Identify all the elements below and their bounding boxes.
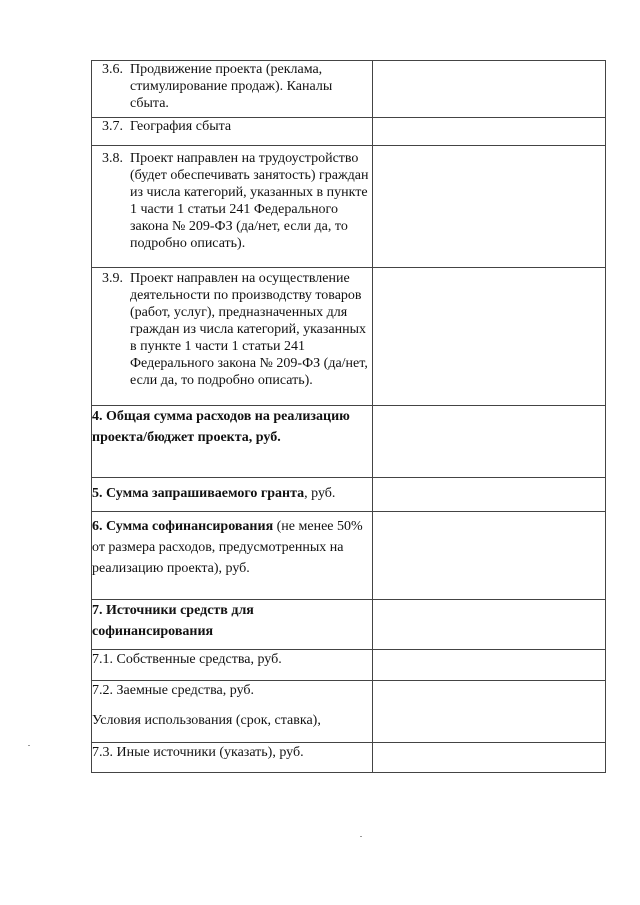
item-3-8	[92, 150, 372, 252]
answer-cell[interactable]	[373, 600, 606, 650]
label-cell	[92, 118, 373, 146]
item-text: География сбыта	[130, 119, 232, 134]
item-number: 3.7.	[102, 119, 123, 134]
row-7	[92, 600, 606, 650]
section-6-title: 6. Сумма софинансирования	[92, 519, 274, 534]
section-4-label: 4. Общая сумма расходов на реализацию проекта/бюджет проекта, руб.	[92, 406, 373, 478]
item-3-9	[92, 270, 372, 389]
item-7-1-label: 7.1. Собственные средства, руб.	[92, 650, 373, 681]
answer-cell[interactable]	[373, 743, 606, 773]
answer-cell[interactable]	[373, 478, 606, 512]
item-7-2-line1: 7.2. Заемные средства, руб.	[92, 683, 255, 698]
item-number: 3.6.	[102, 62, 123, 77]
answer-cell[interactable]	[373, 118, 606, 146]
section-6-note: (не менее 50% от размера расходов, предусмотренных на реализацию проекта), руб.	[92, 519, 363, 576]
section-7-label: 7. Источники средств для софинансирования	[92, 600, 373, 650]
row-4	[92, 406, 606, 478]
row-3-7	[92, 118, 606, 146]
item-7-2-line2: Условия использования (срок, ставка),	[92, 713, 321, 728]
answer-cell[interactable]	[373, 650, 606, 681]
item-number: 3.8.	[102, 151, 123, 166]
answer-cell[interactable]	[373, 406, 606, 478]
item-text: Проект направлен на трудоустройство (будет обеспечивать занятость) граждан из числа категорий, указанных в пункте 1 части 1 статьи 241 Федерального закона № 209-ФЗ (да/нет, если да, то подробно описать).	[130, 151, 369, 251]
row-3-9	[92, 268, 606, 406]
scan-speck	[28, 745, 30, 746]
item-number: 3.9.	[102, 271, 123, 286]
label-cell	[92, 268, 373, 406]
row-3-6	[92, 61, 606, 118]
item-text: Продвижение проекта (реклама, стимулирование продаж). Каналы сбыта.	[130, 62, 333, 111]
scan-speck	[360, 836, 362, 837]
item-text: Проект направлен на осуществление деятельности по производству товаров (работ, услуг), предназначенных для граждан из числа категорий, указанных в пункте 1 части 1 статьи 241 Федерального закона № 209-ФЗ (да/нет, если да, то подробно описать).	[130, 271, 368, 388]
label-cell	[92, 146, 373, 268]
item-3-7	[92, 118, 372, 135]
row-5	[92, 478, 606, 512]
item-3-6	[92, 61, 372, 112]
item-7-2-label	[92, 681, 373, 743]
item-7-3-label: 7.3. Иные источники (указать), руб.	[92, 743, 373, 773]
answer-cell[interactable]	[373, 512, 606, 600]
application-form-table	[91, 60, 606, 773]
row-3-8	[92, 146, 606, 268]
label-cell	[92, 61, 373, 118]
row-7-3	[92, 743, 606, 773]
row-7-1	[92, 650, 606, 681]
row-6	[92, 512, 606, 600]
section-5-unit: , руб.	[304, 486, 336, 501]
answer-cell[interactable]	[373, 146, 606, 268]
section-5-label	[92, 478, 373, 512]
answer-cell[interactable]	[373, 681, 606, 743]
answer-cell[interactable]	[373, 268, 606, 406]
row-7-2	[92, 681, 606, 743]
section-6-label	[92, 512, 373, 600]
answer-cell[interactable]	[373, 61, 606, 118]
section-5-title: 5. Сумма запрашиваемого гранта	[92, 486, 305, 501]
